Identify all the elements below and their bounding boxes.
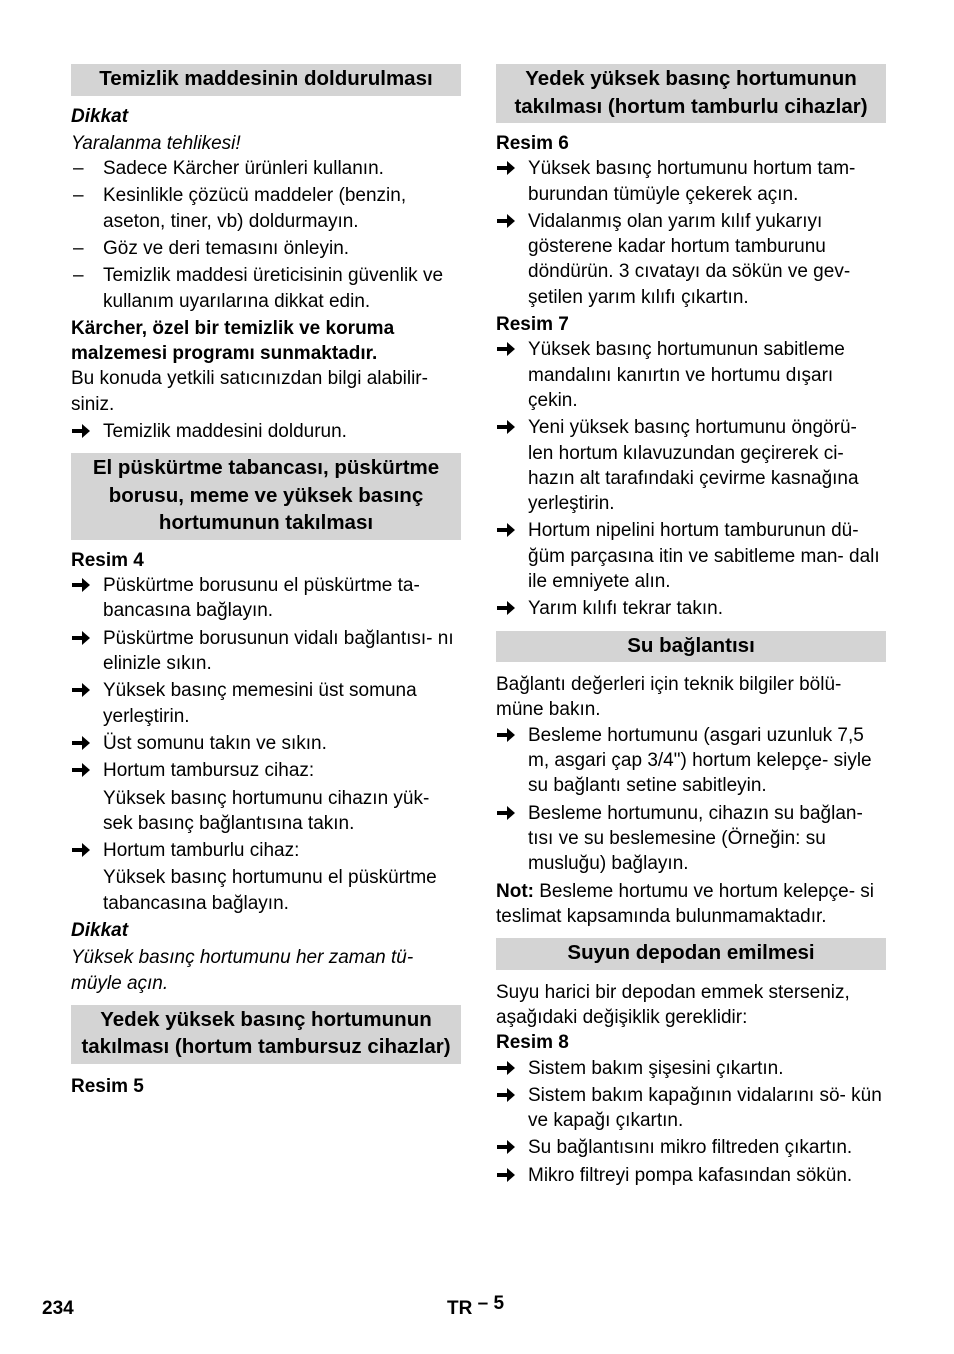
section-heading-spray-gun-assembly: El püskürtme tabancası, püskürtme borusu, meme ve yüksek basınç hortumunun takılması bbox=[71, 453, 461, 540]
sub-page-number: 5 bbox=[493, 1293, 505, 1314]
arrow-right-icon bbox=[71, 626, 95, 651]
arrow-right-icon bbox=[496, 801, 520, 826]
figure-ref: Resim 5 bbox=[71, 1075, 144, 1097]
step-item: Yüksek basınç hortumunu hortum tam- burundan tümüyle çekerek açın. bbox=[496, 156, 886, 207]
step-item: Hortum nipelini hortum tamburunun dü- ğüm parçasına itin ve sabitleme man- dalı ile emniyete alın. bbox=[496, 518, 886, 594]
page-footer-lang bbox=[447, 1293, 505, 1321]
arrow-right-icon bbox=[71, 758, 95, 783]
arrow-right-icon bbox=[71, 838, 95, 863]
step-item: Besleme hortumunu (asgari uzunluk 7,5 m, asgari çap 3/4") hortum kelepçe- siyle su bağlantı setine sabitleyin. bbox=[496, 723, 886, 799]
step-item: Yarım kılıfı tekrar takın. bbox=[496, 596, 886, 621]
arrow-right-icon bbox=[496, 723, 520, 748]
step-item: Yüksek basınç memesini üst somuna yerleştirin. bbox=[71, 678, 461, 729]
note-label: Not: bbox=[496, 880, 534, 902]
arrow-right-icon bbox=[496, 596, 520, 621]
caution-text: Yüksek basınç hortumunu her zaman tü- müyle açın. bbox=[71, 947, 414, 994]
figure-ref: Resim 4 bbox=[71, 549, 144, 571]
dash-icon: – bbox=[73, 265, 84, 287]
caution-label: Dikkat bbox=[71, 920, 129, 942]
language-code: TR bbox=[447, 1298, 473, 1319]
step-item: Hortum tambursuz cihaz: bbox=[71, 758, 461, 783]
caution-label: Dikkat bbox=[71, 105, 129, 127]
arrow-right-icon bbox=[496, 1056, 520, 1081]
list-item: – Sadece Kärcher ürünleri kullanın. bbox=[71, 156, 461, 181]
section-heading-replacement-hose-drum: Yedek yüksek basınç hortumunun takılması (hortum tamburlu cihazlar) bbox=[496, 64, 886, 123]
step-item: Üst somunu takın ve sıkın. bbox=[71, 731, 461, 756]
step-item: Sistem bakım şişesini çıkartın. bbox=[496, 1056, 886, 1081]
step-item: Hortum tamburlu cihaz: bbox=[71, 838, 461, 863]
list-item: – Temizlik maddesi üreticisinin güvenlik ve kullanım uyarılarına dikkat edin. bbox=[73, 265, 444, 312]
page-number: 234 bbox=[42, 1298, 74, 1319]
paragraph: Bu konuda yetkili satıcınızdan bilgi alabilir- siniz. bbox=[71, 368, 428, 415]
step-item: Mikro filtreyi pompa kafasından sökün. bbox=[496, 1163, 886, 1188]
right-column bbox=[496, 64, 886, 1188]
step-item: Sistem bakım kapağının vidalarını sö- kün ve kapağı çıkartın. bbox=[496, 1083, 886, 1134]
step-continuation: Yüksek basınç hortumunu el püskürtme tabancasına bağlayın. bbox=[103, 867, 437, 914]
arrow-right-icon bbox=[71, 678, 95, 703]
list-item: – Kesinlikle çözücü maddeler (benzin, aseton, tiner, vb) doldurmayın. bbox=[73, 185, 407, 232]
arrow-right-icon bbox=[496, 337, 520, 362]
section-heading-replacement-hose-no-drum: Yedek yüksek basınç hortumunun takılması (hortum tambursuz cihazlar) bbox=[71, 1005, 461, 1064]
footer-separator: – bbox=[477, 1293, 489, 1314]
figure-ref: Resim 7 bbox=[496, 314, 569, 336]
step-item: Yüksek basınç hortumunun sabitleme mandalını kanırtın ve hortumu dışarı çekin. bbox=[496, 337, 886, 413]
step-item: Püskürtme borusunu el püskürtme ta- bancasına bağlayın. bbox=[71, 573, 461, 624]
arrow-right-icon bbox=[496, 209, 520, 234]
step-item: Vidalanmış olan yarım kılıf yukarıyı gösterene kadar hortum tamburunu döndürün. 3 cıvatayı da sökün ve gev- şetilen yarım kılıfı çıkartın. bbox=[496, 209, 886, 310]
figure-ref: Resim 6 bbox=[496, 133, 569, 154]
section-heading-cleaning-agent: Temizlik maddesinin doldurulması bbox=[71, 64, 461, 96]
arrow-right-icon bbox=[71, 419, 95, 444]
figure-ref: Resim 8 bbox=[496, 1032, 569, 1054]
note-paragraph: Not: Besleme hortumu ve hortum kelepçe- si teslimat kapsamında bulunmamaktadır. bbox=[496, 880, 875, 927]
arrow-right-icon bbox=[71, 731, 95, 756]
dash-icon: – bbox=[73, 185, 84, 207]
caution-text: Yaralanma tehlikesi! bbox=[71, 132, 241, 154]
step-item: Yeni yüksek basınç hortumunu öngörü- len hortum kılavuzundan geçirerek ci- hazın alt tarafındaki çevirme kasnağına yerleştirin. bbox=[496, 415, 886, 516]
arrow-right-icon bbox=[71, 573, 95, 598]
dash-icon: – bbox=[73, 237, 84, 259]
arrow-right-icon bbox=[496, 1163, 520, 1188]
paragraph: Suyu harici bir depodan emmek sterseniz, aşağıdaki değişiklik gereklidir: bbox=[496, 981, 850, 1028]
step-item: Besleme hortumunu, cihazın su bağlan- tısı ve su beslemesine (Örneğin: su musluğu) bağlayın. bbox=[496, 801, 886, 877]
paragraph: Bağlantı değerleri için teknik bilgiler bölü- müne bakın. bbox=[496, 674, 842, 721]
section-heading-water-connection: Su bağlantısı bbox=[496, 631, 886, 663]
step-item: Püskürtme borusunun vidalı bağlantısı- nı elinizle sıkın. bbox=[71, 626, 461, 677]
step-item: Su bağlantısını mikro filtreden çıkartın. bbox=[496, 1135, 886, 1160]
arrow-right-icon bbox=[496, 415, 520, 440]
step-continuation: Yüksek basınç hortumunu cihazın yük- sek basınç bağlantısına takın. bbox=[103, 787, 430, 834]
section-heading-suction-from-tank: Suyun depodan emilmesi bbox=[496, 938, 886, 970]
arrow-right-icon bbox=[496, 1083, 520, 1108]
arrow-right-icon bbox=[496, 518, 520, 543]
list-item: – Göz ve deri temasını önleyin. bbox=[71, 236, 461, 261]
arrow-right-icon bbox=[496, 1135, 520, 1160]
bold-notice: Kärcher, özel bir temizlik ve koruma malzemesi programı sunmaktadır. bbox=[71, 317, 395, 365]
step-item: Temizlik maddesini doldurun. bbox=[71, 419, 461, 444]
left-column bbox=[71, 64, 461, 1099]
arrow-right-icon bbox=[496, 156, 520, 181]
dash-icon: – bbox=[73, 158, 84, 180]
